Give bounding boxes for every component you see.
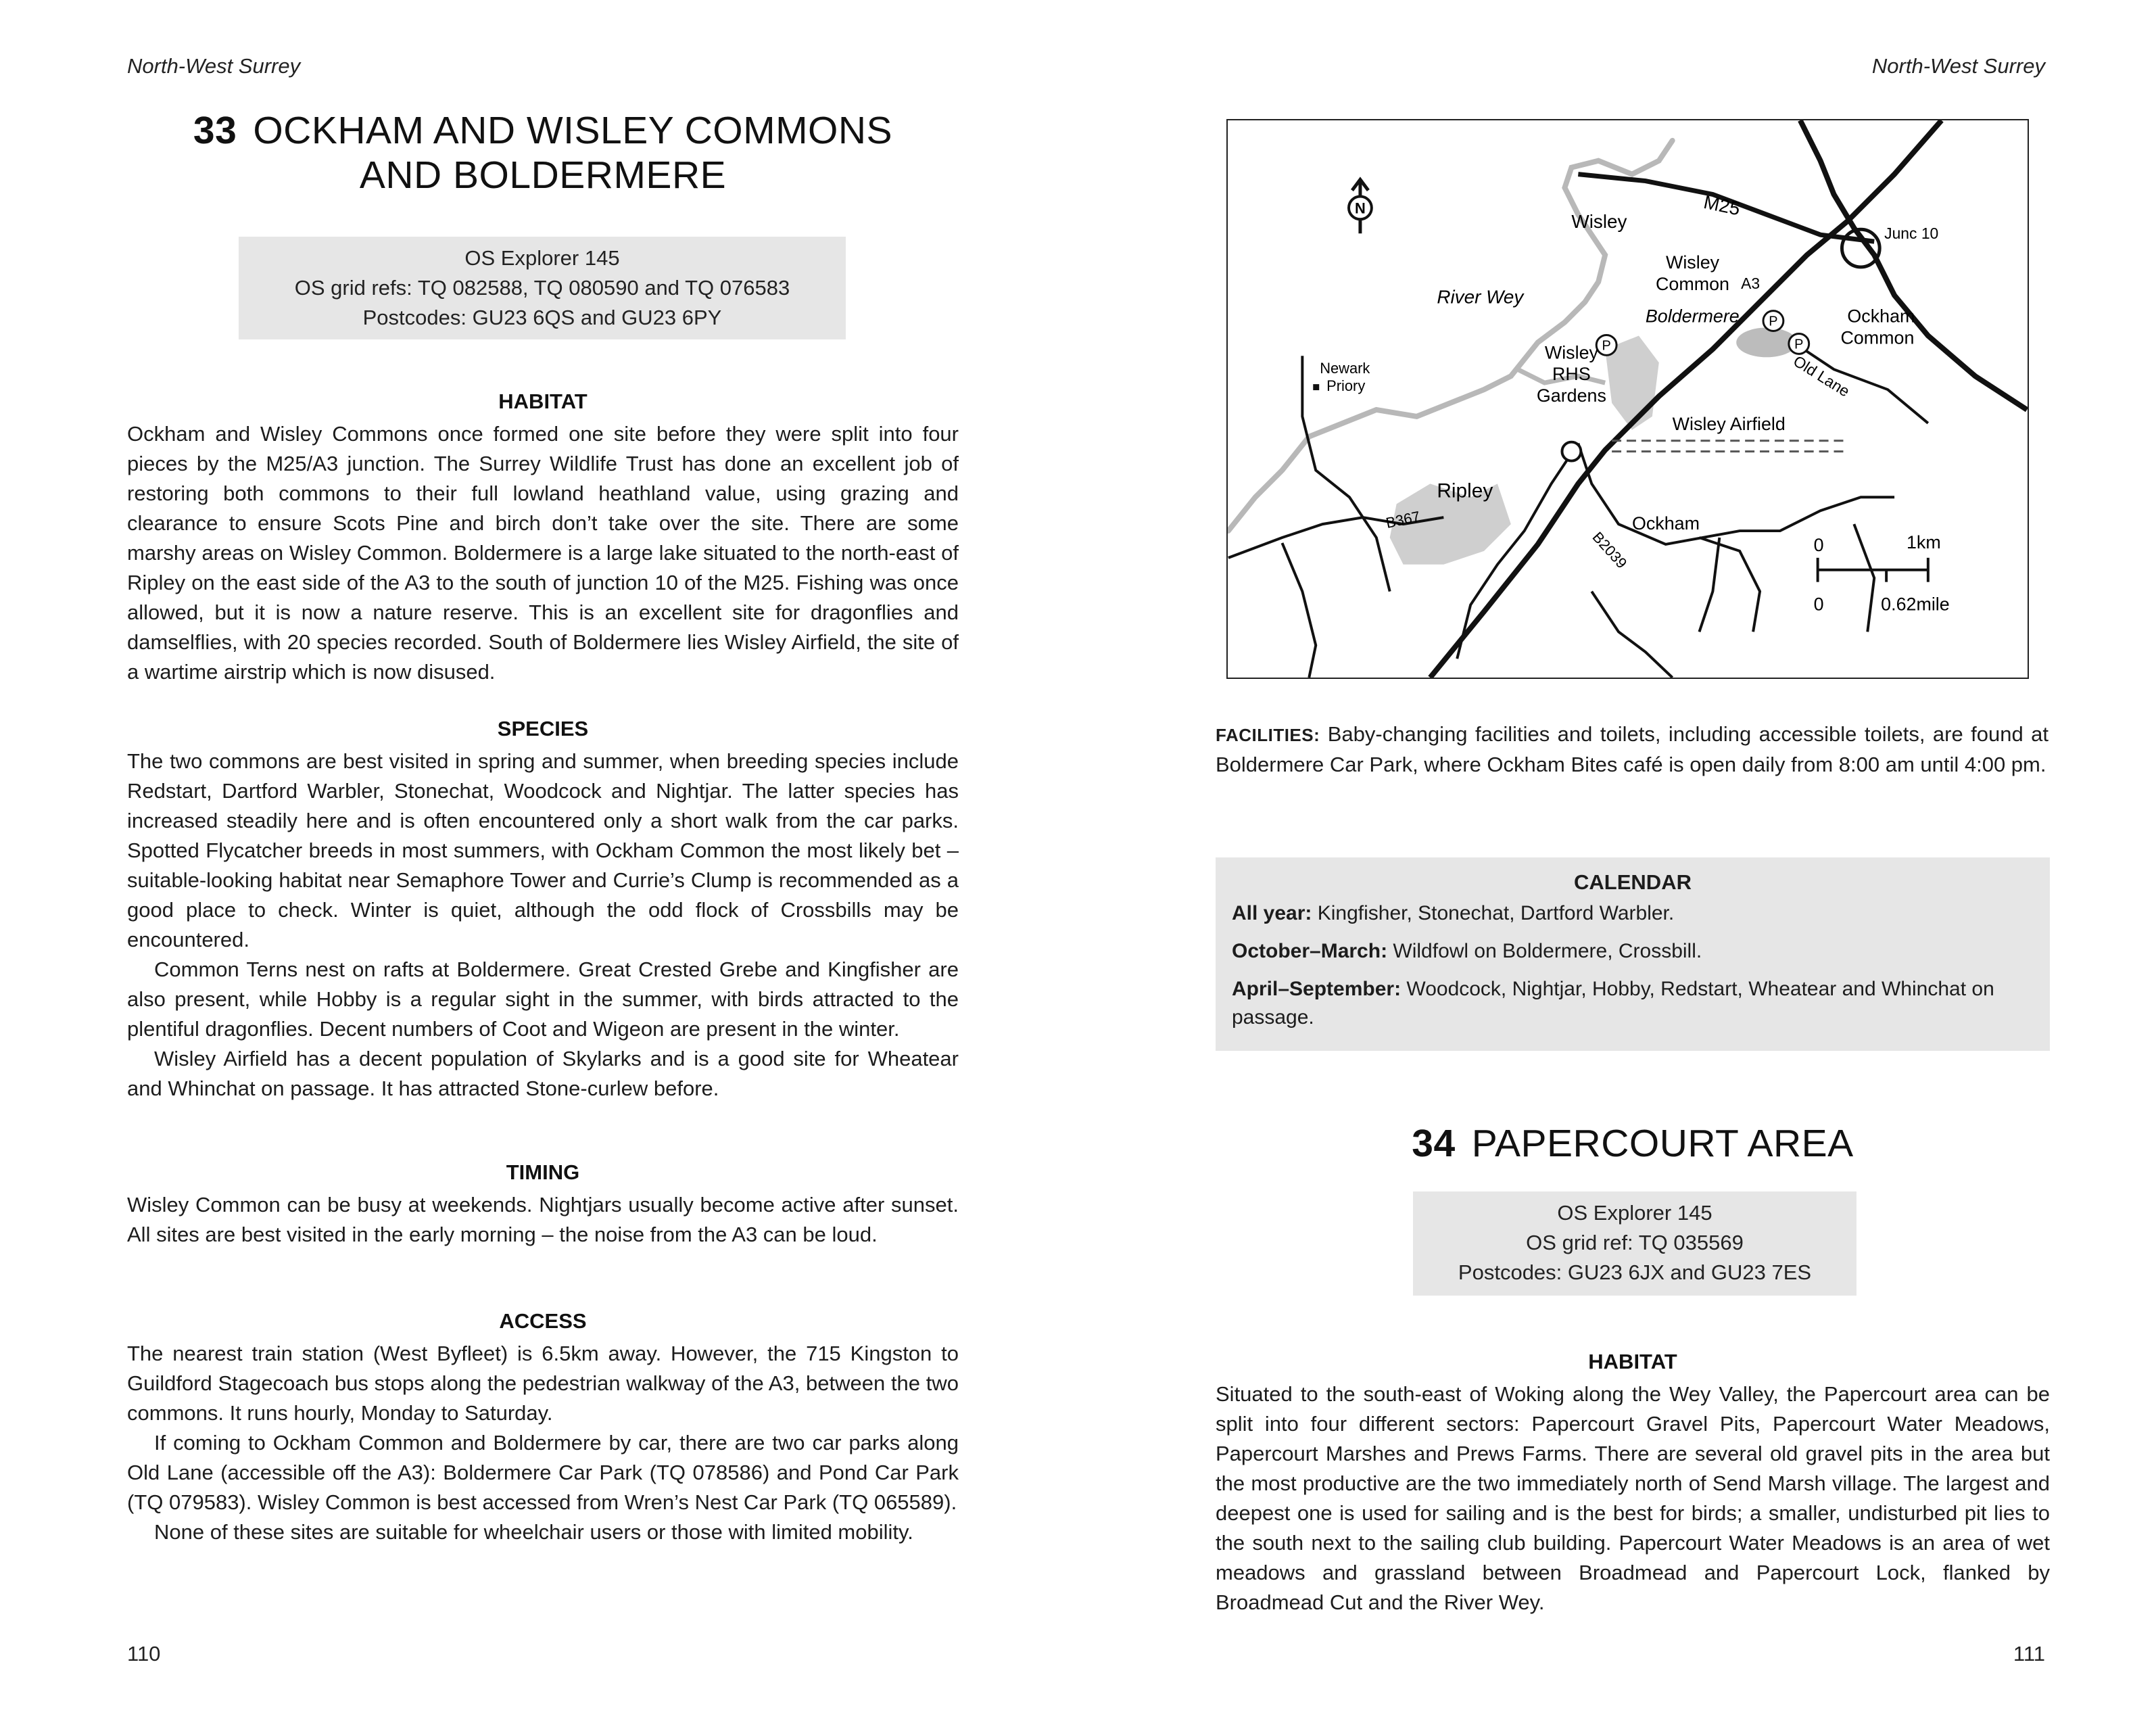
map-label-b367: B367 — [1384, 507, 1422, 531]
os-reference-box — [1413, 1191, 1856, 1296]
map-label-wisley: Wisley — [1571, 211, 1627, 233]
access-paragraph-1: The nearest train station (West Byfleet) is 6.5km away. However, the 715 Kingston to Guildford Stagecoach bus stops along the pedestrian walkway of the A3, between the two commons. It runs hourly, Monday to Saturday. — [127, 1342, 959, 1425]
map-label-m25: M25 — [1702, 191, 1742, 220]
map-label-b2039: B2039 — [1589, 528, 1631, 572]
map-label-rhs-1: Wisley — [1544, 342, 1598, 363]
site-number: 33 — [193, 109, 237, 152]
facilities-text: Baby-changing facilities and toilets, including accessible toilets, are found at Boldermere Car Park, where Ockham Bites café is open daily from 8:00 am until 4:00 pm. — [1216, 722, 2049, 776]
a3-road — [1430, 120, 1941, 678]
postcodes: Postcodes: GU23 6QS and GU23 6PY — [362, 306, 722, 329]
facilities — [1216, 719, 2049, 780]
timing-text — [127, 1190, 959, 1250]
scale-1km: 1km — [1906, 531, 1941, 552]
species-paragraph-1: The two commons are best visited in spring and summer, when breeding species include Redstart, Dartford Warbler, Stonechat, Woodcock and Nightjar. The latter species has increased steadily here and is often encountered only a short walk from the car parks. Spotted Flycatcher breeds in most summers, with Ockham Common the most likely bet – suitable-looking habitat near Semaphore Tower and Currie’s Clump is recommended as a good place to check. Winter is quiet, although the odd flock of Crossbills may be encountered. — [127, 749, 959, 951]
minor-road-7 — [1282, 543, 1316, 678]
scale-bar — [1814, 532, 1950, 615]
map-label-rhs-3: Gardens — [1536, 385, 1606, 406]
title-line-2: AND BOLDERMERE — [359, 153, 727, 197]
postcodes: Postcodes: GU23 6JX and GU23 7ES — [1458, 1260, 1812, 1284]
os-reference-box — [239, 237, 846, 339]
old-lane — [1794, 342, 1928, 423]
habitat-heading: HABITAT — [1588, 1350, 1677, 1373]
habitat-paragraph: Ockham and Wisley Commons once formed one site before they were split into four pieces by the M25/A3 junction. The Surrey Wildlife Trust has done an excellent job of restoring both commons to their full lowland heathland value, using grazing and clearance to ensure Scots Pine and birch don’t take over the site. There are some marshy areas on Wisley Common. Boldermere is a large lake situated to the north-east of Ripley on the east side of the A3 to the south of junction 10 of the M25. Fishing was once allowed, but it is now a nature reserve. This is an excellent site for dragonflies and damselflies, with 20 species recorded. South of Boldermere lies Wisley Airfield, the site of a wartime airstrip which is now disused. — [127, 422, 959, 684]
map-label-ripley: Ripley — [1437, 479, 1493, 502]
svg-text:P: P — [1602, 338, 1611, 354]
species-text — [127, 747, 959, 1104]
running-head: North-West Surrey — [1871, 54, 2045, 78]
habitat-paragraph: Situated to the south-east of Woking along the Wey Valley, the Papercourt area can be split into four different sectors: Papercourt Gravel Pits, Papercourt Water Meadows, Papercourt Marshes and Prews Farms. There are several old gravel pits in the area but the most productive are the two immediately north of Send Marsh village. The largest and deepest one is used for sailing and is the best for birds; a smaller, undisturbed pit lies to the south next to the sailing club building. Papercourt Water Meadows is an area of wet meadows and grassland between Broadmead and Papercourt Lock, flanked by Broadmead Cut and the River Wey. — [1216, 1382, 2050, 1614]
map-svg — [1228, 120, 2028, 678]
page-number: 110 — [127, 1642, 161, 1665]
map-label-river-wey: River Wey — [1437, 286, 1524, 308]
map-label-a3: A3 — [1741, 274, 1760, 292]
map-label-boldermere: Boldermere — [1645, 306, 1740, 327]
site-title — [1216, 1121, 2050, 1166]
map-label-wisley-common-2: Common — [1656, 273, 1730, 294]
map-label-ockham-common-1: Ockham — [1847, 306, 1915, 327]
calendar-row — [1232, 937, 2034, 966]
os-grid-ref: OS grid ref: TQ 035569 — [1526, 1231, 1744, 1254]
map-label-rhs-2: RHS — [1552, 364, 1591, 385]
minor-road-3 — [1591, 592, 1672, 678]
calendar-row-label: All year: — [1232, 902, 1312, 924]
svg-text:N: N — [1355, 199, 1366, 217]
map-label-wisley-airfield: Wisley Airfield — [1672, 413, 1786, 434]
species-paragraph-2: Common Terns nest on rafts at Boldermere. Great Crested Grebe and Kingfisher are also present, while Hobby is a regular sight in the summer, with birds attracted to the plentiful dragonflies. Decent numbers of Coot and Wigeon are present in the winter. — [127, 958, 959, 1041]
site-map — [1226, 119, 2029, 679]
b2039-road — [1578, 444, 1894, 544]
calendar-box — [1216, 857, 2050, 1051]
map-label-newark-2: Priory — [1326, 377, 1366, 395]
minor-road-4 — [1699, 538, 1719, 632]
calendar-row-text: Kingfisher, Stonechat, Dartford Warbler. — [1317, 902, 1675, 924]
calendar-row — [1232, 975, 2034, 1032]
facilities-label: FACILITIES: — [1216, 725, 1320, 745]
calendar-row-text: Woodcock, Nightjar, Hobby, Redstart, Wheatear and Whinchat on passage. — [1232, 978, 1994, 1029]
species-heading: SPECIES — [497, 717, 589, 740]
scale-zero-mile: 0 — [1813, 594, 1824, 615]
calendar-row-label: April–September: — [1232, 978, 1402, 1000]
parking-icon — [1763, 311, 1783, 331]
map-label-ockham-common-2: Common — [1840, 327, 1915, 348]
scale-mile: 0.62mile — [1881, 594, 1950, 615]
minor-road-6 — [1854, 524, 1874, 632]
map-label-old-lane: Old Lane — [1790, 352, 1853, 400]
os-explorer: OS Explorer 145 — [464, 246, 620, 270]
map-label-wisley-common-1: Wisley — [1665, 252, 1720, 273]
newark-priory-marker — [1313, 384, 1319, 390]
scale-zero-km: 0 — [1813, 534, 1824, 555]
site-title — [127, 108, 959, 197]
calendar-row-label: October–March: — [1232, 940, 1388, 962]
access-text — [127, 1339, 959, 1547]
svg-text:P: P — [1794, 337, 1804, 352]
boldermere-lake — [1736, 328, 1797, 358]
a3-road-south — [1800, 120, 2027, 410]
habitat-heading: HABITAT — [498, 389, 588, 413]
parking-icon — [1789, 333, 1809, 354]
roundabout — [1562, 442, 1581, 461]
title-line-1: OCKHAM AND WISLEY COMMONS — [253, 109, 893, 152]
running-head: North-West Surrey — [127, 54, 301, 78]
north-arrow-icon — [1349, 180, 1372, 234]
page-number: 111 — [2013, 1642, 2045, 1665]
svg-text:P: P — [1769, 314, 1778, 329]
access-paragraph-2: If coming to Ockham Common and Boldermere by car, there are two car parks along Old Lane (accessible off the A3): Boldermere Car Park (TQ 078586) and Pond Car Park (TQ 079583). Wisley Common is best accessed from Wren’s Nest Car Park (TQ 065589). — [127, 1431, 959, 1514]
access-heading: ACCESS — [499, 1309, 587, 1333]
timing-paragraph: Wisley Common can be busy at weekends. Nightjars usually become active after sunset. All sites are best visited in the early morning – the noise from the A3 can be loud. — [127, 1193, 959, 1246]
map-label-ockham: Ockham — [1631, 513, 1700, 534]
map-label-newark-1: Newark — [1320, 360, 1370, 377]
calendar-row-text: Wildfowl on Boldermere, Crossbill. — [1393, 940, 1702, 962]
access-paragraph-3: None of these sites are suitable for wheelchair users or those with limited mobility. — [154, 1520, 913, 1544]
os-grid-refs: OS grid refs: TQ 082588, TQ 080590 and TQ 076583 — [294, 276, 790, 300]
habitat-text — [127, 419, 959, 687]
site-title-text: PAPERCOURT AREA — [1471, 1122, 1854, 1165]
map-label-junc10: Junc 10 — [1884, 225, 1939, 243]
species-paragraph-3: Wisley Airfield has a decent population of Skylarks and is a good site for Wheatear and Whinchat on passage. It has attracted Stone-curlew before. — [127, 1047, 959, 1100]
os-explorer: OS Explorer 145 — [1557, 1201, 1712, 1225]
habitat-text — [1216, 1379, 2050, 1617]
site-number: 34 — [1412, 1122, 1456, 1165]
calendar-row — [1232, 899, 2034, 928]
calendar-heading: CALENDAR — [1574, 870, 1692, 894]
timing-heading: TIMING — [506, 1160, 580, 1184]
minor-road-5 — [1699, 538, 1760, 632]
parking-icon — [1596, 335, 1616, 355]
